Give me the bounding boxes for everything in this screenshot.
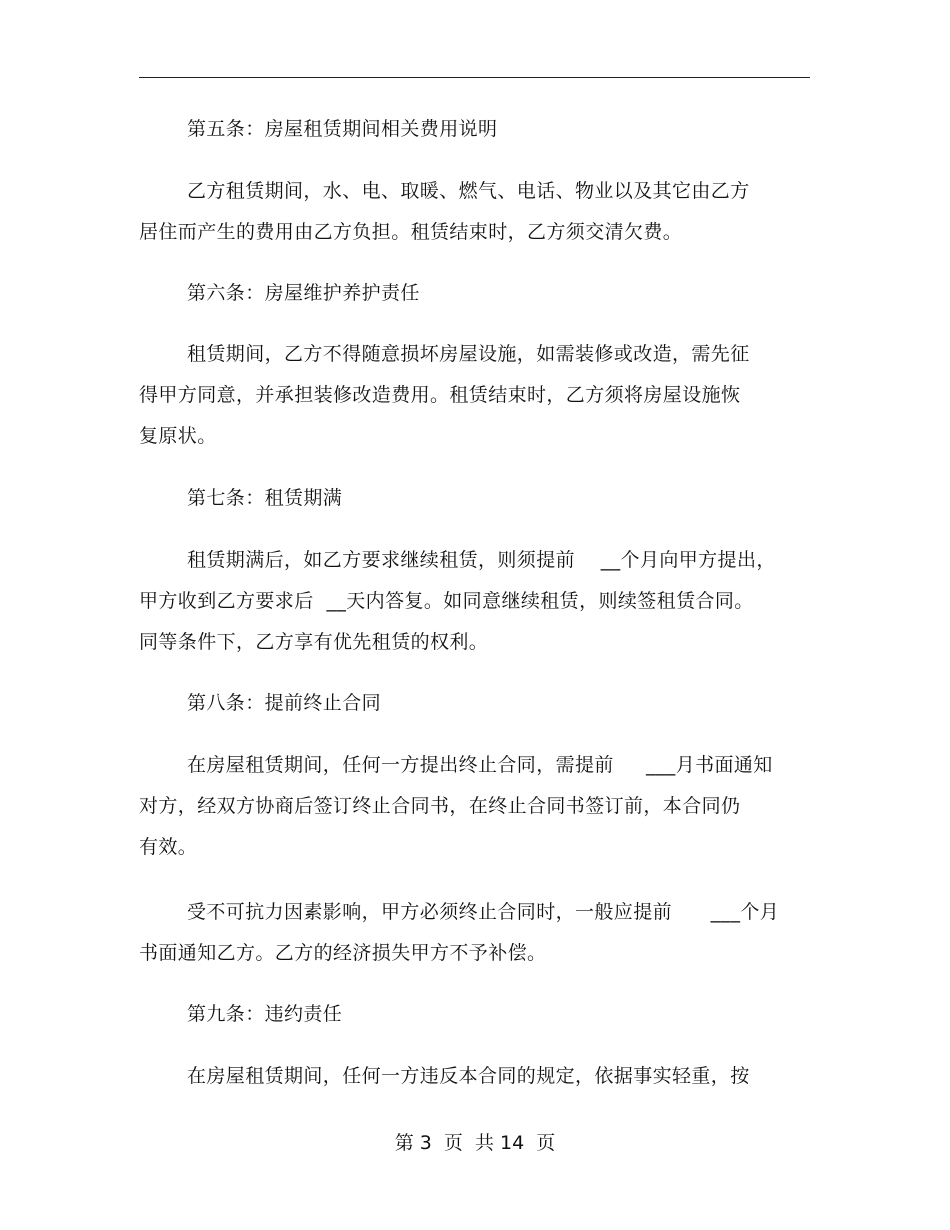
paragraph-line: 书面通知乙方。乙方的经济损失甲方不予补偿。 bbox=[139, 942, 547, 964]
paragraph-line: 同等条件下，乙方享有优先租赁的权利。 bbox=[139, 631, 489, 653]
paragraph-line: 在房屋租赁期间，任何一方违反本合同的规定，依据事实轻重，按 bbox=[187, 1065, 750, 1087]
paragraph-line: 对方，经双方协商后签订终止合同书，在终止合同书签订前，本合同仍 bbox=[139, 795, 741, 817]
paragraph-line: 甲方收到乙方要求后 __天内答复。如同意继续租赁，则续签租赁合同。 bbox=[139, 590, 754, 612]
paragraph-line: 租赁期间，乙方不得随意损坏房屋设施，如需装修或改造，需先征 bbox=[187, 343, 750, 365]
paragraph-line: 居住而产生的费用由乙方负担。租赁结束时，乙方须交清欠费。 bbox=[139, 221, 683, 243]
article-9-heading: 第九条：违约责任 bbox=[187, 1003, 343, 1025]
paragraph-line: 得甲方同意，并承担装修改造费用。租赁结束时，乙方须将房屋设施恢 bbox=[139, 384, 741, 406]
paragraph-line: 在房屋租赁期间，任何一方提出终止合同，需提前 ___月书面通知 bbox=[187, 754, 773, 776]
article-6-heading: 第六条：房屋维护养护责任 bbox=[187, 282, 420, 304]
article-5-heading: 第五条：房屋租赁期间相关费用说明 bbox=[187, 118, 498, 140]
header-rule bbox=[139, 77, 810, 78]
article-7-heading: 第七条：租赁期满 bbox=[187, 487, 343, 509]
paragraph-line: 有效。 bbox=[139, 836, 198, 858]
paragraph-line: 复原状。 bbox=[139, 425, 217, 447]
page-number-footer: 第 3 页 共 14 页 bbox=[394, 1132, 556, 1154]
paragraph-line: 受不可抗力因素影响，甲方必须终止合同时，一般应提前 ___个月 bbox=[187, 901, 780, 923]
paragraph-line: 租赁期满后，如乙方要求继续租赁，则须提前 __个月向甲方提出， bbox=[187, 549, 776, 571]
paragraph-line: 乙方租赁期间，水、电、取暖、燃气、电话、物业以及其它由乙方 bbox=[187, 180, 750, 202]
article-8-heading: 第八条：提前终止合同 bbox=[187, 692, 382, 714]
